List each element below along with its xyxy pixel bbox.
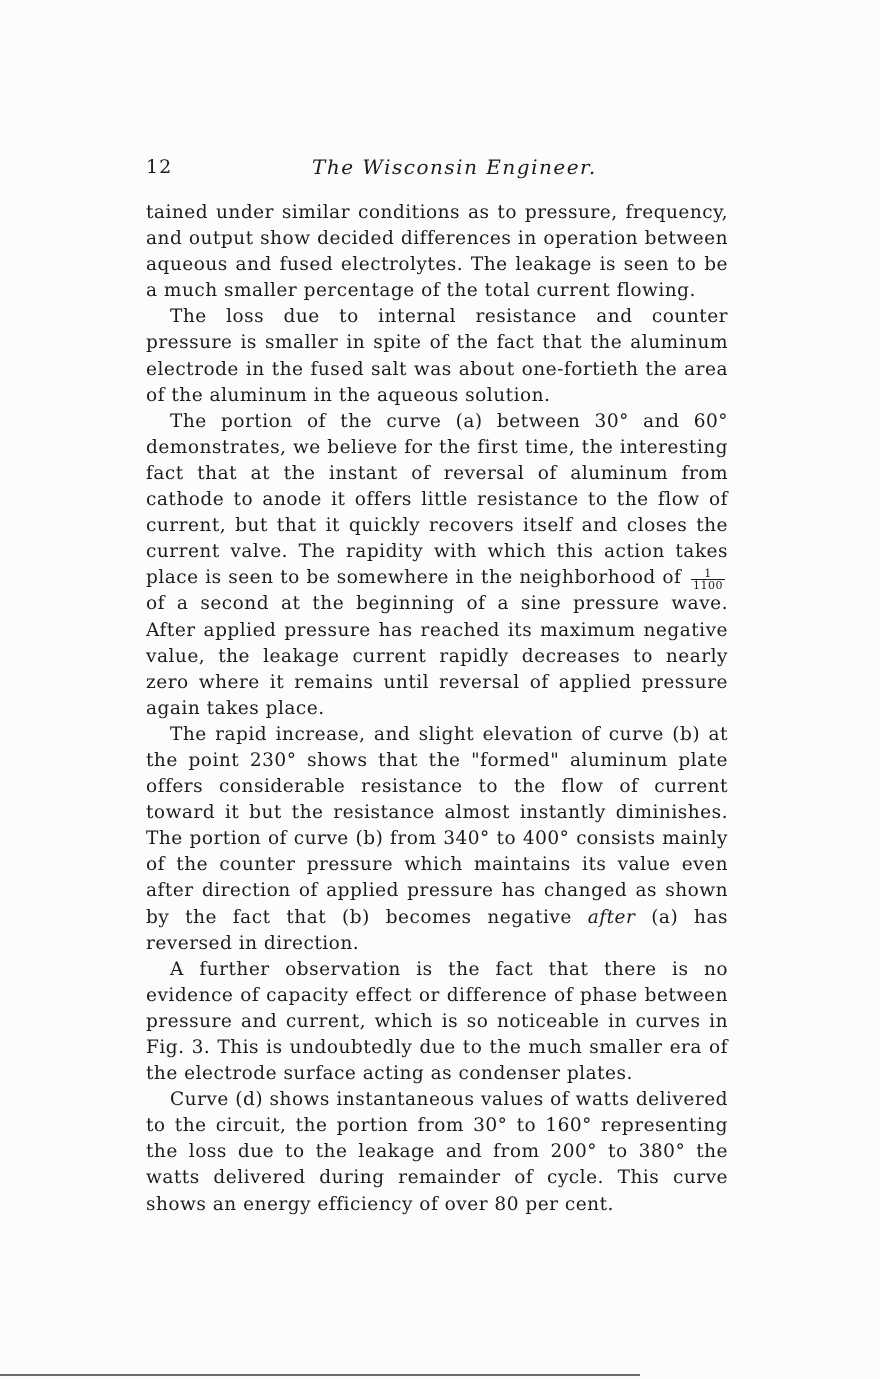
fraction-denominator: 1100 — [693, 579, 723, 593]
paragraph-1: tained under similar conditions as to pressure, frequency, and output show decided differences in operation between aqueous and fused electrolytes. The leakage is seen to be a much smaller percentage of the total current flowing. — [146, 202, 728, 302]
italic-word: after — [587, 906, 636, 928]
paragraph-5: A further observation is the fact that there is no evidence of capacity effect or difference of phase between pressure and current, which is so noticeable in curves in Fig. 3. This is undoubtedly due to the much smaller era of the electrode surface acting as condenser plates. — [146, 958, 728, 1085]
bottom-scan-rule — [0, 1374, 640, 1376]
running-head: The Wisconsin Engineer. — [312, 155, 597, 179]
paragraph-3-text-b: of a second at the beginning of a sine pressure wave. After applied pressure has reached its maximum negative value, the leakage current rapidly decreases to nearly zero where it remains until reversal of applied pressure again takes place. — [146, 593, 728, 719]
paragraph-3 — [146, 409, 728, 722]
paragraph-6: Curve (d) shows instantaneous values of watts delivered to the circuit, the portion from 30° to 160° representing the loss due to the leakage and from 200° to 380° the watts delivered during remainder of cycle. This curve shows an energy efficiency of over 80 per cent. — [146, 1089, 728, 1215]
paragraph-3-text-a: The portion of the curve (a) between 30° and 60° demonstrates, we believe for the first time, the interesting fact that at the instant of reversal of aluminum from cathode to anode it offers little resistance to the flow of current, but that it quickly recovers itself and closes the current valve. The rapidity with which this action takes place is seen to be somewhere in the neighborhood of — [146, 410, 728, 589]
paragraph-4-text-a: The rapid increase, and slight elevation of curve (b) at the point 230° shows that the "formed" aluminum plate offers considerable resistance to the flow of current toward it but the resistance almost instantly diminishes. The portion of curve (b) from 340° to 400° consists mainly of the counter pressure which maintains its value even after direction of applied pressure has changed as shown by the fact that (b) becomes negative — [146, 723, 728, 928]
page-number: 12 — [146, 156, 173, 178]
body-text — [146, 200, 728, 1218]
paragraph-4 — [146, 722, 728, 957]
paragraph-4-text-b: (a) has reversed in direction. — [146, 906, 728, 954]
fraction-numerator: 1 — [691, 568, 725, 580]
fraction — [691, 568, 725, 591]
paragraph-2: The loss due to internal resistance and counter pressure is smaller in spite of the fact that the aluminum electrode in the fused salt was about one-fortieth the area of the aluminum in the aqueous solution. — [146, 306, 728, 406]
